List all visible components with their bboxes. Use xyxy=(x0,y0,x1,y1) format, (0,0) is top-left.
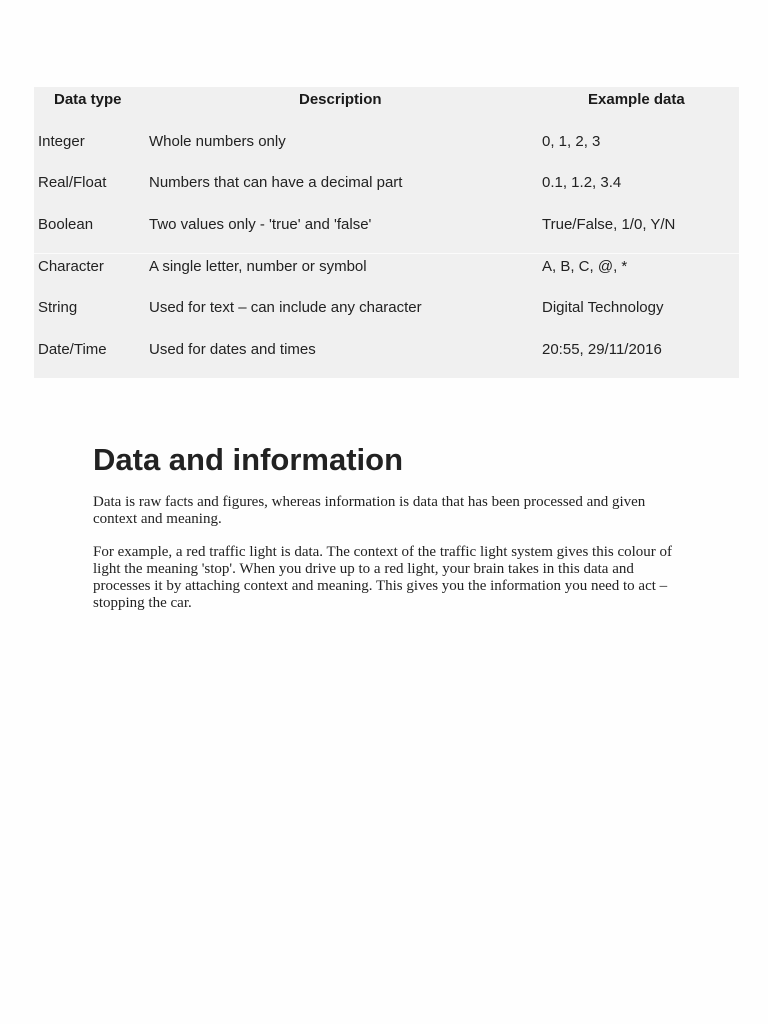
cell-description-date-time: Used for dates and times xyxy=(149,341,316,358)
paragraph-definition: Data is raw facts and figures, whereas information is data that has been processed and given context and meaning. xyxy=(93,494,646,527)
cell-description-boolean: Two values only - 'true' and 'false' xyxy=(149,216,372,233)
cell-type-character: Character xyxy=(38,258,104,275)
cell-type-real-float: Real/Float xyxy=(38,174,107,191)
cell-example-integer: 0, 1, 2, 3 xyxy=(542,133,601,150)
cell-type-string: String xyxy=(38,299,78,316)
cell-example-real-float: 0.1, 1.2, 3.4 xyxy=(542,174,622,191)
paragraph-example: For example, a red traffic light is data. The context of the traffic light system gives this colour of light the meaning 'stop'. When you drive up to a red light, your brain takes in this data and processes it by attaching context and meaning. This gives you the information you need to act – stopping the car. xyxy=(93,544,673,611)
section-title: Data and information xyxy=(93,442,404,477)
header-description: Description xyxy=(299,91,382,108)
cell-type-boolean: Boolean xyxy=(38,216,94,233)
table-divider xyxy=(34,253,739,254)
header-data-type: Data type xyxy=(54,91,122,108)
cell-description-integer: Whole numbers only xyxy=(149,133,286,150)
cell-description-string: Used for text – can include any character xyxy=(149,299,422,316)
cell-description-real-float: Numbers that can have a decimal part xyxy=(149,174,403,191)
header-example-data: Example data xyxy=(588,91,685,108)
cell-type-date-time: Date/Time xyxy=(38,341,107,358)
data-types-table xyxy=(34,87,739,378)
cell-description-character: A single letter, number or symbol xyxy=(149,258,367,275)
cell-example-boolean: True/False, 1/0, Y/N xyxy=(542,216,676,233)
cell-example-string: Digital Technology xyxy=(542,299,664,316)
cell-example-character: A, B, C, @, * xyxy=(542,258,628,275)
cell-type-integer: Integer xyxy=(38,133,85,150)
cell-example-date-time: 20:55, 29/11/2016 xyxy=(542,341,662,358)
